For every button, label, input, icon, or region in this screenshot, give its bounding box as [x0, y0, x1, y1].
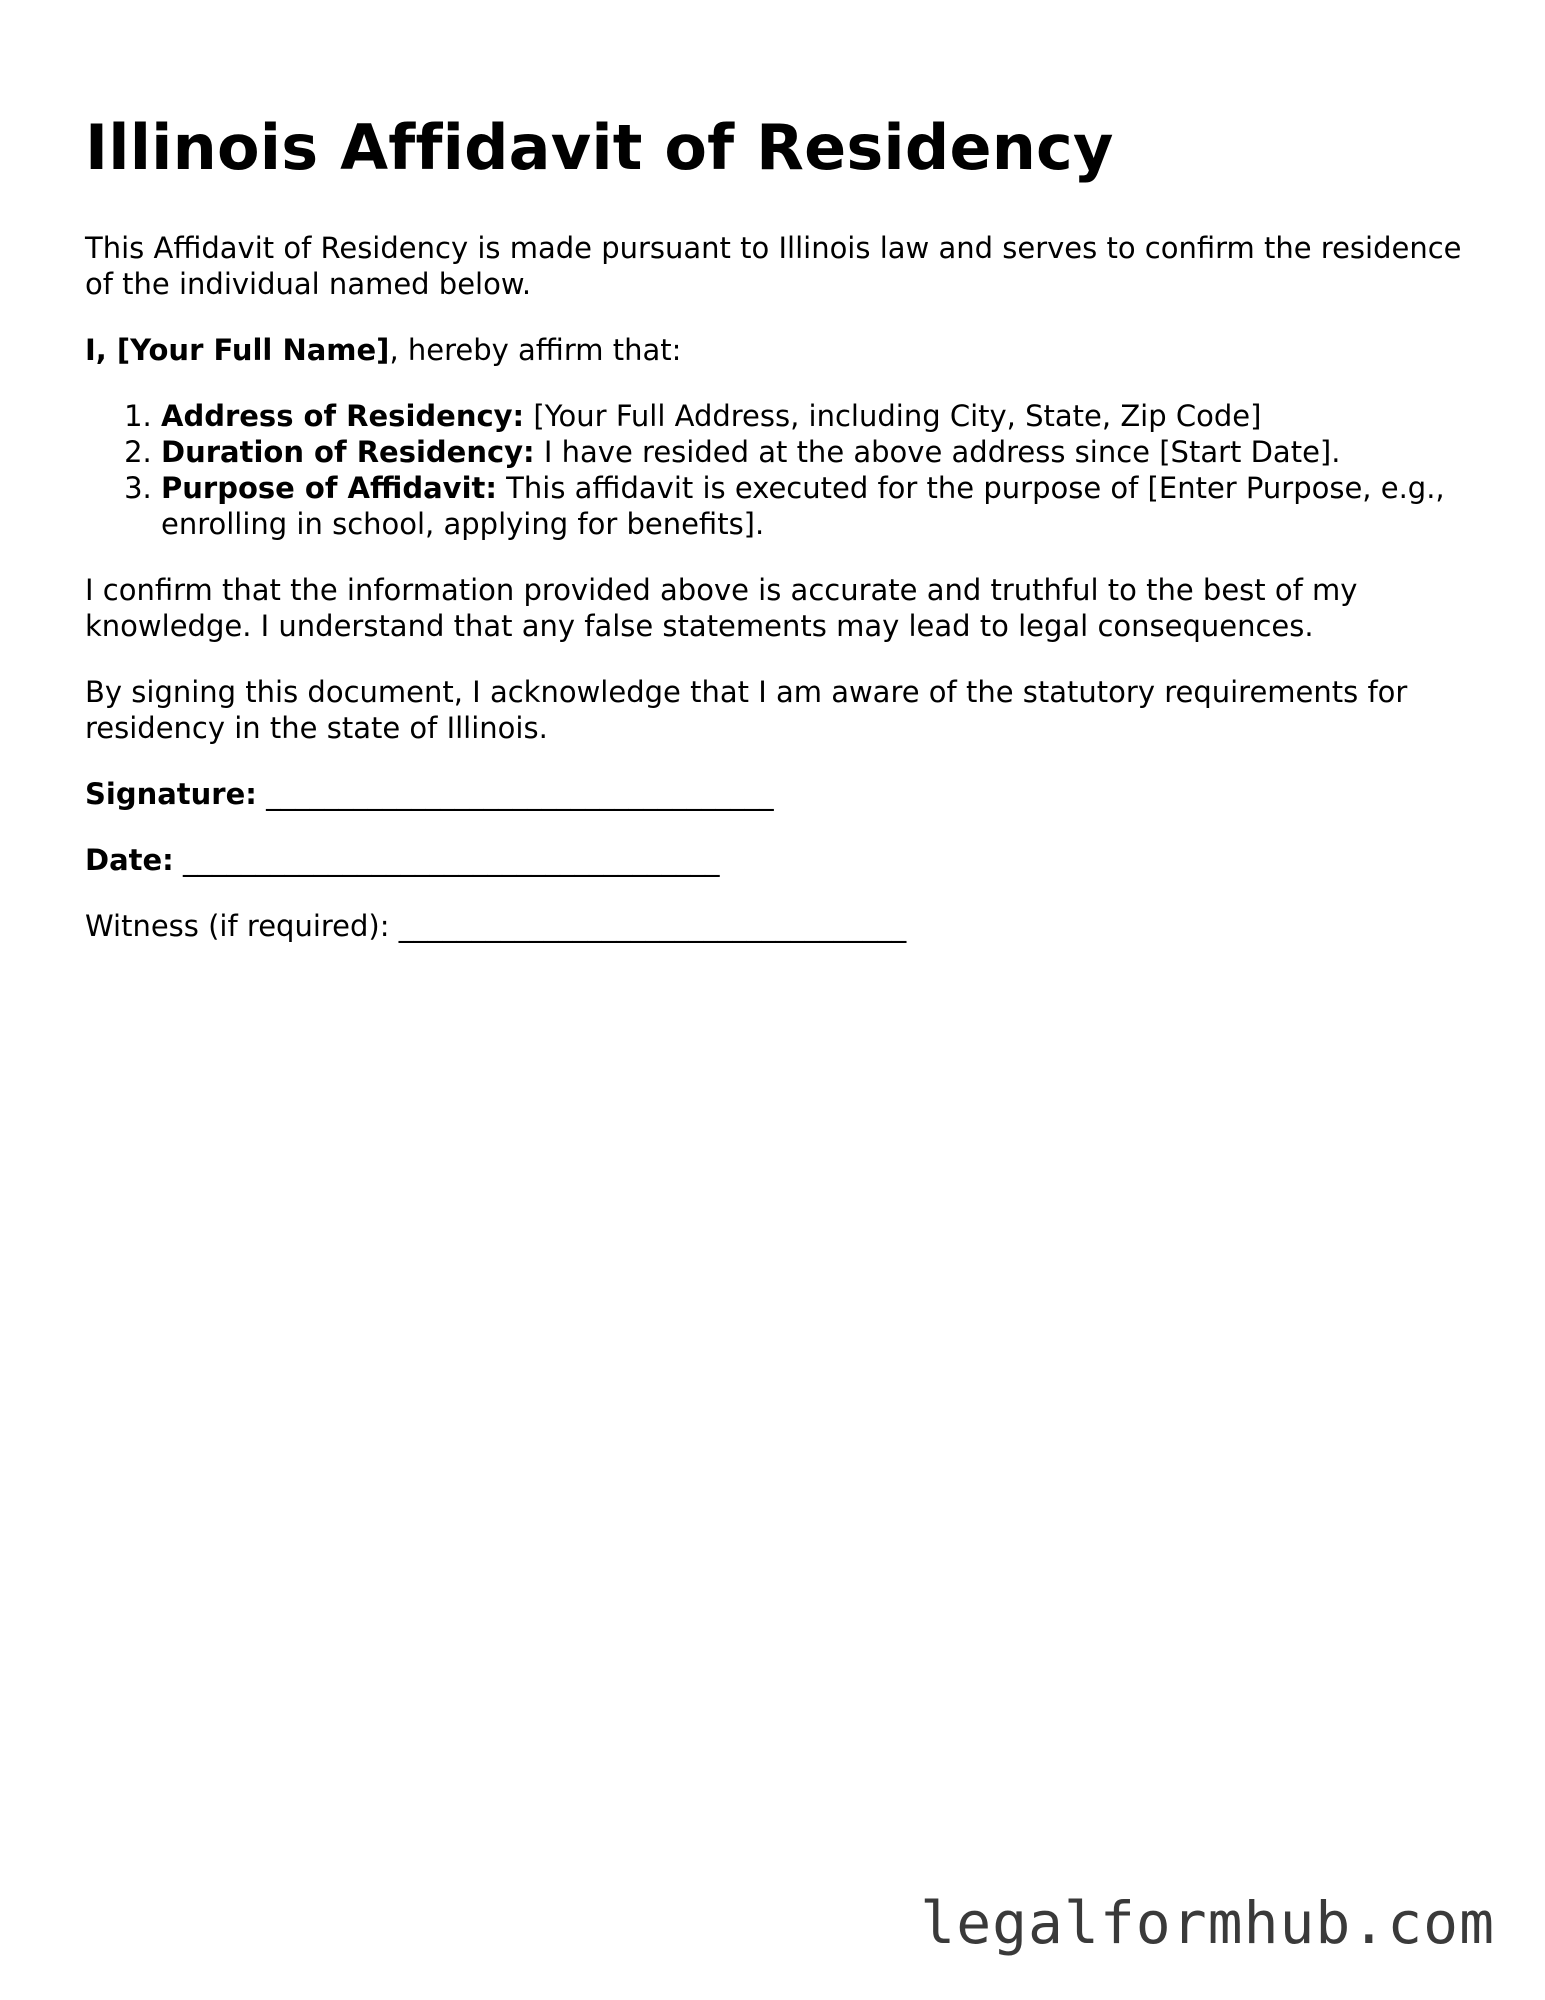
witness-field[interactable] — [85, 908, 1465, 944]
list-item — [161, 434, 1465, 470]
list-item-label: Purpose of Affidavit: — [161, 471, 497, 505]
date-blank[interactable]: _____________________________________ — [173, 843, 720, 877]
affirm-rest: , hereby affirm that: — [389, 333, 682, 367]
affidavit-document — [85, 108, 1465, 974]
date-field[interactable] — [85, 842, 1465, 878]
acknowledge-paragraph: By signing this document, I acknowledge that I am aware of the statutory requirements for residency in the state of Illinois. — [85, 675, 1408, 745]
list-item-label: Address of Residency: — [161, 399, 525, 433]
affirm-statement — [85, 332, 1465, 368]
intro-paragraph: This Affidavit of Residency is made pursuant to Illinois law and serves to confirm the residence of the individual named below. — [85, 231, 1462, 301]
list-item-text: This affidavit is executed for the purpose of [Enter Purpose, e.g., enrolling in school, applying for benefits]. — [161, 471, 1445, 541]
list-item-text: [Your Full Address, including City, State, Zip Code] — [524, 399, 1262, 433]
date-label: Date: — [85, 843, 174, 877]
site-watermark: legalformhub.com — [920, 1889, 1495, 1957]
list-item-label: Duration of Residency: — [161, 435, 535, 469]
witness-blank[interactable]: ___________________________________ — [389, 909, 907, 943]
affirm-name: I, [Your Full Name] — [85, 333, 390, 367]
witness-label: Witness (if required): — [85, 909, 390, 943]
document-title: Illinois Affidavit of Residency — [85, 111, 1114, 184]
signature-field[interactable] — [85, 776, 1465, 812]
signature-blank[interactable]: ___________________________________ — [256, 777, 774, 811]
list-item — [161, 470, 1465, 542]
list-item-text: I have resided at the above address since [Start Date]. — [534, 435, 1341, 469]
affirmation-list — [85, 398, 1465, 542]
list-item — [161, 398, 1465, 434]
confirm-paragraph: I confirm that the information provided above is accurate and truthful to the best of my knowledge. I understand that any false statements may lead to legal consequences. — [85, 573, 1358, 643]
signature-label: Signature: — [85, 777, 257, 811]
